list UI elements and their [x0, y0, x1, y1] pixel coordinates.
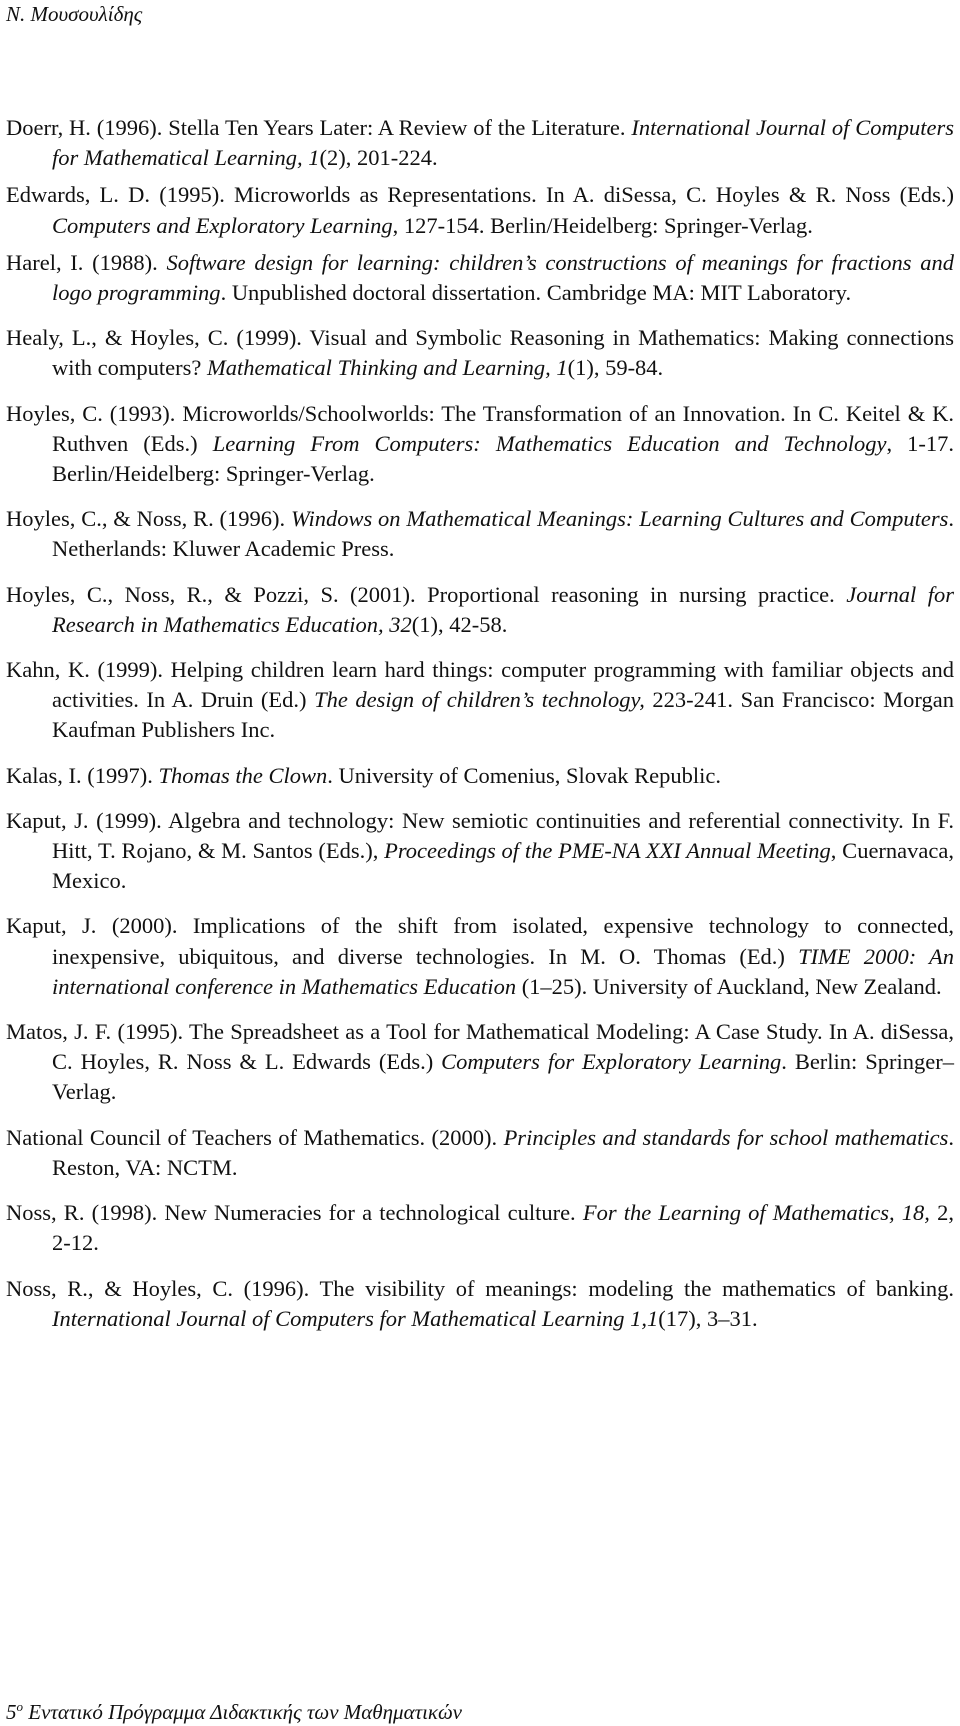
- reference-title: New Numeracies for a technological culture.: [157, 1200, 583, 1226]
- reference-item: [6, 761, 954, 791]
- reference-details: , 127-154. Berlin/Heidelberg: Springer-Verlag.: [392, 212, 813, 238]
- reference-author: Kaput, J. (2000).: [6, 913, 178, 939]
- running-foot: [6, 1693, 462, 1726]
- reference-author: Matos, J. F. (1995).: [6, 1019, 184, 1045]
- reference-title: Implications of the shift from isolated, expensive technology to connected, inexpensive, ubiquitous, and diverse technologies. In M. O. Thomas (Ed.): [52, 913, 954, 969]
- reference-title: Visual and Symbolic Reasoning in Mathematics: Making connections with computers?: [52, 325, 954, 381]
- reference-item: [6, 1017, 954, 1108]
- reference-details: (1), 42-58.: [411, 611, 508, 637]
- reference-details: . Berlin: Springer–Verlag.: [52, 1049, 954, 1105]
- reference-author: Healy, L., & Hoyles, C. (1999).: [6, 325, 302, 351]
- reference-author: Noss, R. (1998).: [6, 1200, 158, 1226]
- reference-source: Computers and Exploratory Learning: [52, 212, 393, 238]
- reference-source: The design of children’s technology,: [314, 687, 645, 713]
- reference-item: [6, 1274, 954, 1334]
- reference-source: Principles and standards for school mathematics: [503, 1124, 949, 1150]
- reference-item: [6, 180, 954, 240]
- reference-source: TIME 2000: An international conference in Mathematics Education: [52, 943, 954, 999]
- reference-item: [6, 248, 954, 308]
- reference-details: (1–25). University of Auckland, New Zealand.: [516, 973, 942, 999]
- reference-details: . Unpublished doctoral dissertation. Cambridge MA: MIT Laboratory.: [220, 280, 852, 306]
- reference-title: The Spreadsheet as a Tool for Mathematical Modeling: A Case Study. In A. diSessa, C. Hoyles, R. Noss & L. Edwards (Eds.): [52, 1019, 955, 1075]
- reference-source: Proceedings of the PME-NA XXI Annual Meeting: [384, 838, 831, 864]
- reference-source: International Journal of Computers for Mathematical Learning 1,1: [52, 1305, 659, 1331]
- reference-item: [6, 806, 954, 897]
- reference-item: [6, 1198, 954, 1258]
- reference-details: . University of Comenius, Slovak Republic.: [327, 762, 721, 788]
- reference-title: Proportional reasoning in nursing practice.: [415, 581, 847, 607]
- reference-author: Harel, I. (1988).: [6, 249, 158, 275]
- reference-source: Software design for learning: children’s constructions of meanings for fractions and logo programming: [52, 249, 954, 306]
- reference-title: Microworlds as Representations. In A. diSessa, C. Hoyles & R. Noss (Eds.): [224, 182, 954, 208]
- reference-item: [6, 911, 954, 1002]
- reference-title: Algebra and technology: New semiotic continuities and referential connectivity. In F. Hitt, T. Rojano, & M. Santos (Eds.),: [52, 807, 955, 864]
- reference-author: Hoyles, C., & Noss, R. (1996).: [6, 506, 286, 532]
- reference-author: Kahn, K. (1999).: [6, 657, 164, 683]
- reference-title: Microworlds/Schoolworlds: The Transformation of an Innovation. In C. Keitel & K. Ruthven (Eds.): [52, 400, 954, 456]
- reference-list: [6, 113, 954, 1349]
- reference-author: Edwards, L. D. (1995).: [6, 182, 225, 208]
- reference-author: Hoyles, C. (1993).: [6, 400, 176, 426]
- reference-item: [6, 323, 954, 383]
- reference-author: Noss, R., & Hoyles, C. (1996).: [6, 1275, 310, 1301]
- footer-ordinal: ο: [16, 1699, 23, 1714]
- reference-source: Mathematical Thinking and Learning, 1: [206, 355, 568, 381]
- reference-source: Windows on Mathematical Meanings: Learning Cultures and Computers: [290, 506, 949, 532]
- reference-details: 223-241. San Francisco: Morgan Kaufman Publishers Inc.: [52, 687, 954, 743]
- reference-details: (17), 3–31.: [658, 1305, 758, 1331]
- reference-details: . Reston, VA: NCTM.: [52, 1124, 955, 1180]
- reference-author: Doerr, H. (1996).: [6, 115, 163, 140]
- reference-source: Computers for Exploratory Learning: [441, 1049, 782, 1075]
- reference-author: Kaput, J. (1999).: [6, 807, 162, 833]
- reference-item: [6, 399, 954, 490]
- footer-title: Εντατικό Πρόγραμμα Διδακτικής των Μαθηματικών: [23, 1700, 462, 1724]
- reference-source: Thomas the Clown: [158, 762, 328, 788]
- reference-author: National Council of Teachers of Mathematics. (2000).: [6, 1124, 498, 1150]
- reference-details: . Netherlands: Kluwer Academic Press.: [52, 506, 954, 562]
- footer-number: 5: [6, 1700, 17, 1724]
- reference-details: , Cuernavaca, Mexico.: [52, 838, 954, 894]
- reference-details: , 1-17. Berlin/Heidelberg: Springer-Verlag.: [52, 430, 954, 487]
- reference-title: The visibility of meanings: modeling the mathematics of banking.: [309, 1275, 954, 1301]
- reference-source: Learning From Computers: Mathematics Education and Technology: [212, 430, 887, 456]
- reference-item: [6, 1123, 954, 1183]
- reference-details: (2), 201-224.: [319, 145, 438, 171]
- reference-title: Stella Ten Years Later: A Review of the Literature.: [162, 115, 632, 140]
- reference-item: [6, 504, 954, 564]
- reference-item: [6, 580, 954, 640]
- reference-item: [6, 655, 954, 746]
- reference-source: Journal for Research in Mathematics Education, 32: [52, 581, 954, 637]
- reference-source: International Journal of Computers for Mathematical Learning, 1: [52, 115, 954, 171]
- reference-details: (1), 59-84.: [567, 355, 664, 381]
- reference-details: 2, 2-12.: [52, 1200, 954, 1256]
- reference-source: For the Learning of Mathematics, 18,: [582, 1200, 930, 1226]
- running-head: Ν. Μουσουλίδης: [6, 2, 143, 26]
- reference-item: [6, 113, 954, 173]
- reference-title: Helping children learn hard things: computer programming with familiar objects and activities. In A. Druin (Ed.): [52, 657, 954, 713]
- reference-author: Hoyles, C., Noss, R., & Pozzi, S. (2001).: [6, 581, 416, 607]
- reference-author: Kalas, I. (1997).: [6, 762, 153, 788]
